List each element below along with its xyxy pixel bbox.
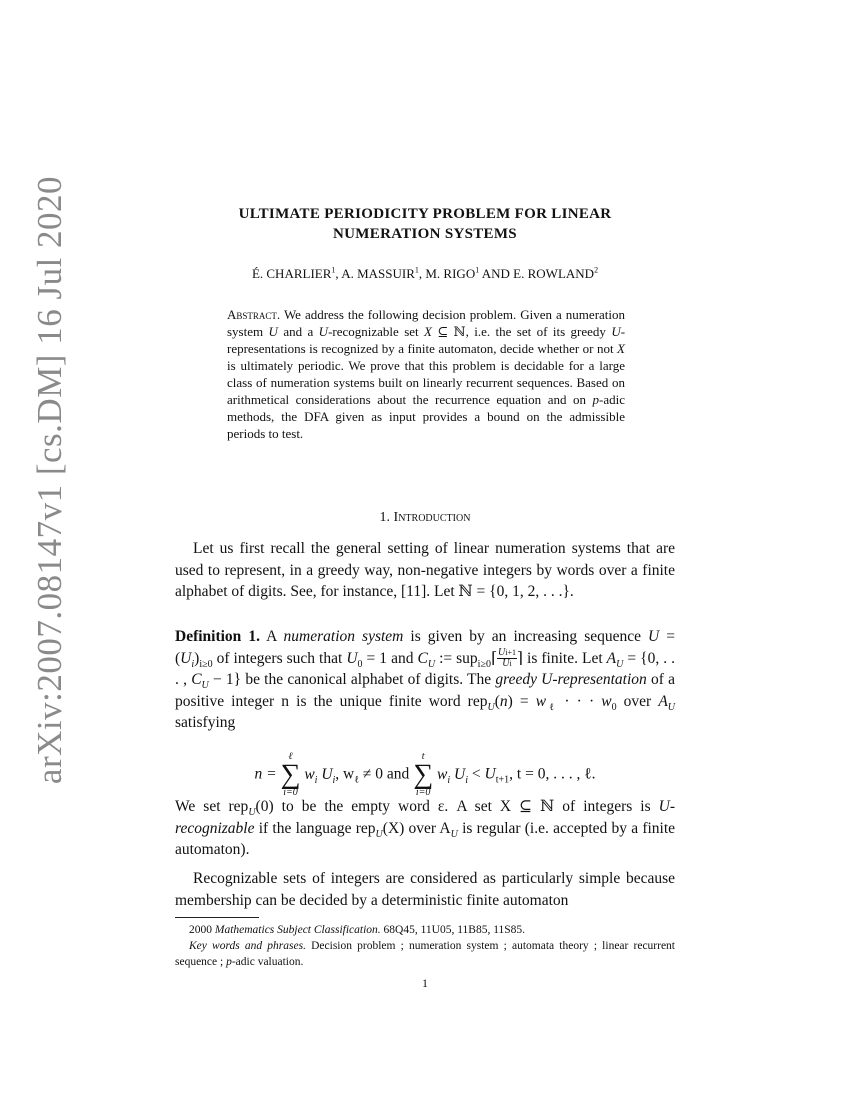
footnote-rule [175, 917, 259, 918]
section-heading-introduction: 1. Introduction [379, 510, 471, 525]
intro-paragraph: Let us first recall the general setting of linear numeration systems that are used to represent, in a greedy way, non-negative integers by words over a finite alphabet of digits. See, for instance, [11]. Let ℕ = {0, 1, 2, . . .}. [175, 540, 675, 600]
display-equation: n = ℓ ∑ i=0 $w_i$ $U_i$, $w_\ell \ne 0$ and t ∑ i=0 $w_i$ $U_i < U_{t+1}$, t = 0, . . . , ℓ. [254, 751, 596, 798]
title-line-2: NUMERATION SYSTEMS [333, 226, 517, 242]
footnote-msc: 2000 Mathematics Subject Classification. 68Q45, 11U05, 11B85, 11S85. [189, 924, 526, 936]
paper-title [175, 204, 675, 244]
affil-3: 1 [475, 265, 480, 275]
sum-symbol-2: t ∑ i=0 [413, 751, 434, 798]
affil-4: 2 [594, 265, 599, 275]
term-greedy-representation: greedy U-representation [495, 671, 647, 689]
sum-symbol-1: ℓ ∑ i=0 [280, 751, 301, 798]
recognizable-paragraph: Recognizable sets of integers are considered as particularly simple because membership can be decided by a deterministic finite automaton [175, 870, 675, 909]
abstract: Abstract. We address the following decision problem. Given a numeration system U and a U-recognizable set X ⊆ ℕ, i.e. the set of its greedy U-representations is recognized by a finite automaton, decide whether or not X is ultimately periodic. We prove that this problem is decidable for a large class of numeration systems built on linearly recurrent sequences. Based on arithmetical considerations about the recurrence equation and on p-adic methods, the DFA given as input provides a bound on the admissible periods to test. [227, 307, 626, 441]
abstract-label: Abstract. [227, 307, 281, 322]
term-numeration-system: numeration system [283, 628, 404, 645]
arxiv-side-stamp: arXiv:2007.08147v1 [cs.DM] 16 Jul 2020 [30, 175, 69, 785]
author-list: É. CHARLIER$^1$, A. MASSUIR$^1$, M. RIGO$^1$ AND E. ROWLAND$^2$ [251, 265, 599, 281]
author-2: A. MASSUIR [341, 266, 415, 281]
author-4: E. ROWLAND [513, 266, 595, 281]
affil-2: 1 [414, 265, 419, 275]
author-1: É. CHARLIER [251, 266, 332, 281]
title-line-1: ULTIMATE PERIODICITY PROBLEM FOR LINEAR [238, 206, 612, 222]
footnotes [175, 922, 675, 970]
author-3: M. RIGO [425, 266, 476, 281]
definition-label: Definition 1. [175, 628, 260, 645]
definition-1: Definition 1. A numeration system is given by an increasing sequence $U = (U_i)_{i\ge 0}$ of integers such that $U_0 = 1$ and $C_U$ := sup$_{i\ge 0}$⌈ $\frac{Ui+1}{Ui}$ ⌉ is finite. Let $A_U = \{0$, . . . , $C_U - 1$} be the canonical alphabet of digits. The greedy U-representation of a positive integer n is the unique finite word $rep_U(n) = w_\ell$ · · · $w_0$ over $A_U$ satisfying [175, 628, 676, 732]
term-u-recognizable: U-recognizable [175, 798, 675, 837]
affil-1: 1 [331, 265, 336, 275]
footnote-keywords: Key words and phrases. Decision problem ; numeration system ; automata theory ; linear recurrent sequence ; p-adic valuation. [175, 940, 676, 968]
after-definition-paragraph: We set rep$_U$(0) to be the empty word ε. A set X ⊆ ℕ of integers is U-recognizable if the language rep$_U$(X) over $A_U$ is regular (i.e. accepted by a finite automaton). [175, 798, 676, 858]
page-number: 1 [422, 976, 428, 990]
